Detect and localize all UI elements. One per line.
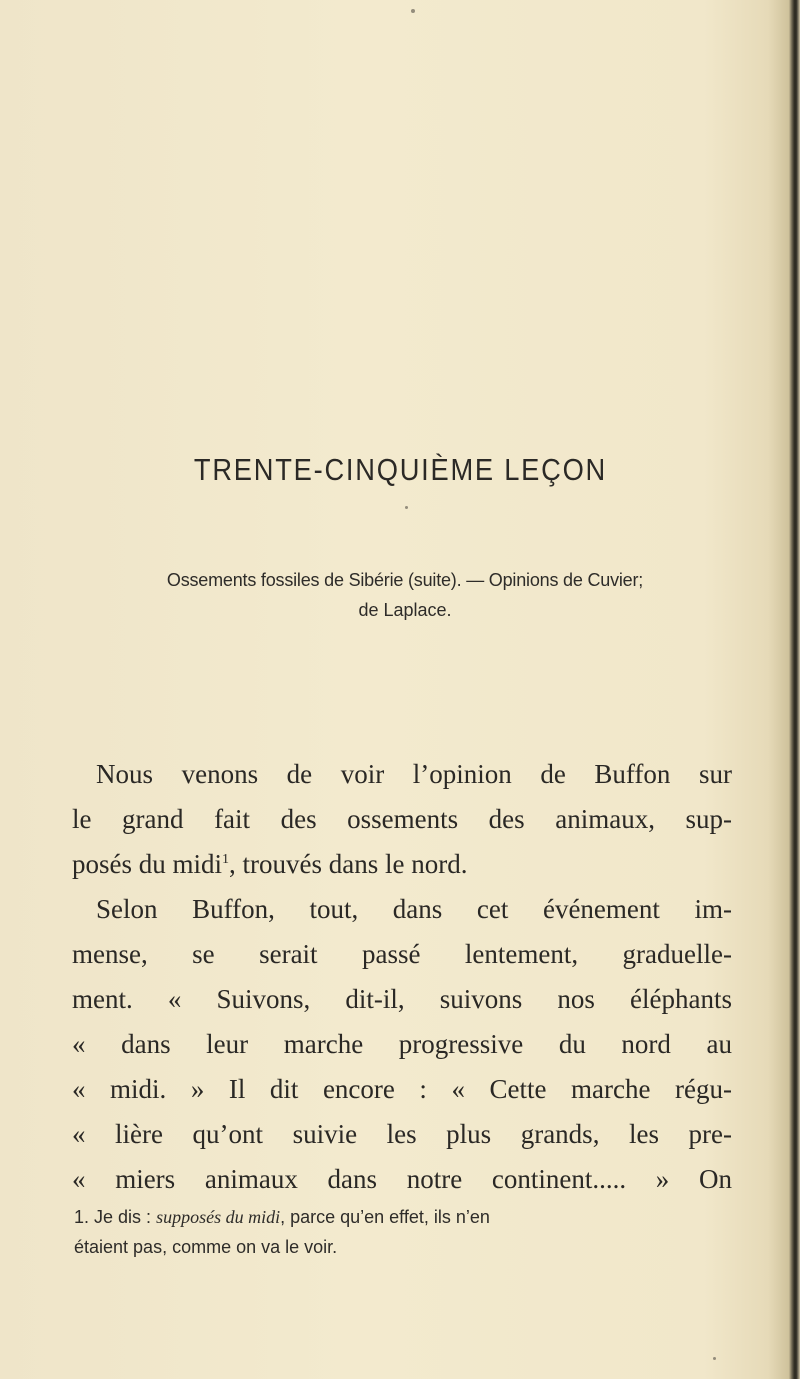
footnote-italic: supposés du midi: [156, 1207, 281, 1227]
footnote-line: étaient pas, comme on va le voir.: [74, 1237, 338, 1257]
body-line: le grand fait des ossements des animaux, sup-: [72, 804, 732, 834]
footnote-rest: , parce qu’en effet, ils n’en: [280, 1207, 490, 1227]
page-speck: [713, 1357, 716, 1360]
body-line: « miers animaux dans notre continent..... » On: [72, 1164, 732, 1194]
page-speck: [411, 9, 415, 13]
footnote-reference[interactable]: 1: [222, 852, 230, 867]
body-line: Selon Buffon, tout, dans cet événement im-: [96, 894, 732, 924]
page-binding-edge: [790, 0, 800, 1379]
body-line-part: posés du midi: [72, 849, 223, 879]
body-line: « dans leur marche progressive du nord au: [72, 1029, 732, 1059]
chapter-title: TRENTE-CINQUIÈME LEÇON: [193, 452, 608, 487]
footnote: [74, 1202, 734, 1262]
body-text: [72, 752, 732, 1202]
summary-line: Ossements fossiles de Sibérie (suite). — Opinions de Cuvier;: [166, 570, 644, 590]
summary-line: de Laplace.: [358, 600, 452, 620]
body-line: « lière qu’ont suivie les plus grands, les pre-: [72, 1119, 732, 1149]
page-speck: [405, 506, 408, 509]
body-line: « midi. » Il dit encore : « Cette marche régu-: [72, 1074, 732, 1104]
footnote-line: [74, 1202, 734, 1232]
footnote-number: 1.: [74, 1207, 90, 1227]
body-line: ment. « Suivons, dit-il, suivons nos éléphants: [72, 984, 732, 1014]
body-line: mense, se serait passé lentement, graduelle-: [72, 939, 732, 969]
body-line: [72, 842, 732, 887]
body-line: Nous venons de voir l’opinion de Buffon sur: [96, 759, 732, 789]
chapter-summary: [60, 565, 750, 625]
footnote-lead: Je dis :: [94, 1207, 152, 1227]
body-line-part: , trouvés dans le nord.: [229, 849, 468, 879]
